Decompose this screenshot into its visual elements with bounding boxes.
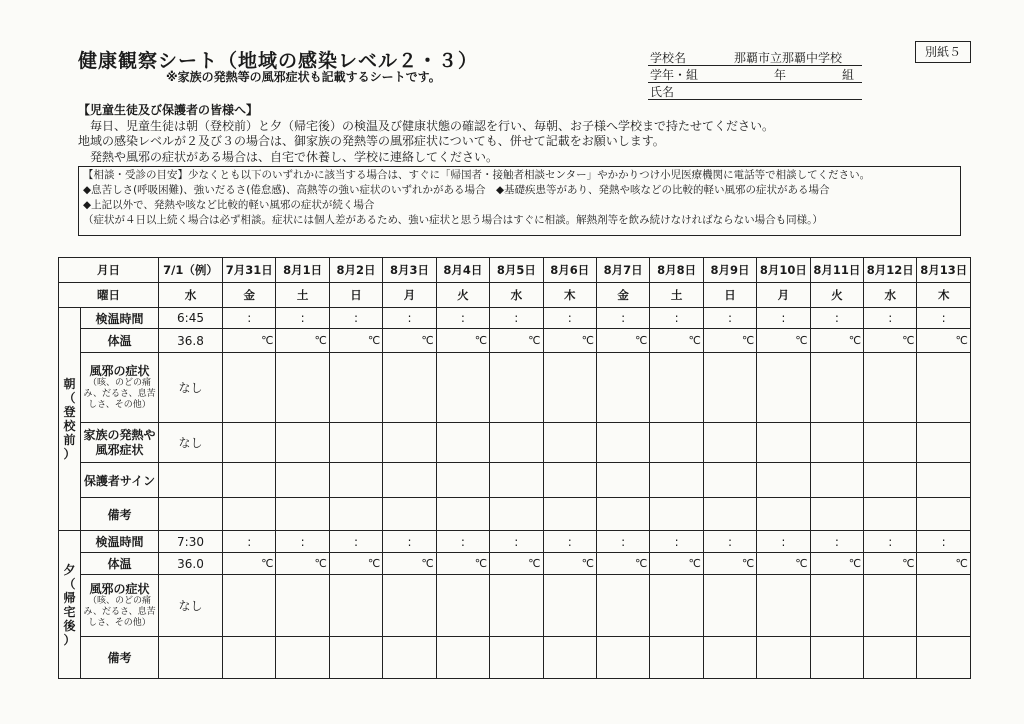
morning-time-cell[interactable]: :: [917, 308, 970, 329]
evening-time-cell[interactable]: :: [917, 531, 970, 553]
weekday-cell: 土: [650, 283, 703, 308]
consult-line: ◆息苦しさ(呼吸困難)、強いだるさ(倦怠感)、高熱等の強い症状のいずれかがある場合 ◆基礎疾患等があり、発熱や咳などの比較的軽い風邪の症状がある場合: [83, 184, 830, 196]
morning-symptom-cell[interactable]: [596, 353, 649, 423]
evening-time-cell[interactable]: :: [223, 531, 276, 553]
guardian-sign-cell: [159, 463, 223, 498]
weekday-label: 曜日: [59, 283, 159, 308]
morning-remarks-cell[interactable]: [596, 498, 649, 531]
guardian-sign-cell[interactable]: [810, 463, 863, 498]
name-label: 氏名: [650, 85, 675, 99]
weekday-cell: 月: [757, 283, 810, 308]
weekday-cell: 水: [864, 283, 917, 308]
morning-symptom-cell[interactable]: [490, 353, 543, 423]
evening-symptom-cell: なし: [159, 575, 223, 637]
evening-time-cell[interactable]: :: [864, 531, 917, 553]
evening-temp-cell: 36.0: [159, 553, 223, 575]
evening-temp-cell[interactable]: ℃: [490, 553, 543, 575]
evening-temp-cell[interactable]: ℃: [596, 553, 649, 575]
date-cell: 7/1（例）: [159, 258, 223, 283]
date-cell: 7月31日: [223, 258, 276, 283]
weekday-cell: 金: [223, 283, 276, 308]
morning-symptom-cell[interactable]: [329, 353, 382, 423]
section-char: ）: [63, 632, 76, 647]
evening-temp-row: [59, 553, 971, 575]
weekday-cell: 日: [703, 283, 756, 308]
morning-time-cell[interactable]: :: [650, 308, 703, 329]
morning-temp-cell[interactable]: ℃: [383, 329, 436, 353]
morning-temp-cell[interactable]: ℃: [917, 329, 970, 353]
morning-time-cell[interactable]: :: [436, 308, 489, 329]
morning-temp-cell: 36.8: [159, 329, 223, 353]
morning-symptom-cell[interactable]: [543, 353, 596, 423]
evening-time-cell[interactable]: :: [757, 531, 810, 553]
guardian-sign-cell[interactable]: [223, 463, 276, 498]
morning-family-cell[interactable]: [383, 423, 436, 463]
grade-row[interactable]: [648, 65, 862, 83]
section-char: 校: [63, 419, 76, 433]
weekday-cell: 土: [276, 283, 329, 308]
weekday-cell: 水: [490, 283, 543, 308]
morning-remarks-cell[interactable]: [383, 498, 436, 531]
intro-line: 地域の感染レベルが２及び３の場合は、御家族の発熱等の風邪症状についても、併せて記載をお願いします。: [78, 134, 665, 148]
date-cell: 8月1日: [276, 258, 329, 283]
evening-symptom-cell[interactable]: [596, 575, 649, 637]
morning-temp-cell[interactable]: ℃: [490, 329, 543, 353]
morning-temp-cell[interactable]: ℃: [329, 329, 382, 353]
morning-time-cell[interactable]: :: [223, 308, 276, 329]
guardian-sign-cell[interactable]: [703, 463, 756, 498]
morning-temp-cell[interactable]: ℃: [650, 329, 703, 353]
guardian-sign-cell[interactable]: [436, 463, 489, 498]
date-cell: 8月10日: [757, 258, 810, 283]
morning-temp-cell[interactable]: ℃: [543, 329, 596, 353]
guardian-label: 保護者サイン: [81, 463, 159, 498]
morning-time-cell: 6:45: [159, 308, 223, 329]
weekday-cell: 火: [810, 283, 863, 308]
morning-remarks-cell[interactable]: [917, 498, 970, 531]
morning-family-cell[interactable]: [543, 423, 596, 463]
evening-time-cell[interactable]: :: [490, 531, 543, 553]
morning-time-cell[interactable]: :: [864, 308, 917, 329]
morning-time-cell[interactable]: :: [703, 308, 756, 329]
symptom-note: （咳、のどの痛み、だるさ、息苦しさ、その他）: [83, 378, 156, 410]
temp-time-label: 検温時間: [81, 531, 159, 553]
guardian-sign-cell[interactable]: [757, 463, 810, 498]
morning-symptom-cell[interactable]: [917, 353, 970, 423]
section-char: 後: [63, 618, 76, 633]
date-cell: 8月3日: [383, 258, 436, 283]
guardian-sign-cell[interactable]: [490, 463, 543, 498]
evening-symptom-cell[interactable]: [329, 575, 382, 637]
morning-remarks-cell[interactable]: [276, 498, 329, 531]
morning-family-cell[interactable]: [703, 423, 756, 463]
evening-remarks-cell[interactable]: [436, 637, 489, 679]
date-cell: 8月8日: [650, 258, 703, 283]
temp-time-label: 検温時間: [81, 308, 159, 329]
morning-temp-cell[interactable]: ℃: [276, 329, 329, 353]
date-cell: 8月4日: [436, 258, 489, 283]
morning-symptom-cell[interactable]: [757, 353, 810, 423]
evening-symptom-row: [59, 575, 971, 637]
evening-time-row: [59, 531, 971, 553]
intro-line: 毎日、児童生徒は朝（登校前）と夕（帰宅後）の検温及び健康状態の確認を行い、毎朝、お子様へ学校まで持たせてください。: [78, 118, 775, 133]
date-cell: 8月5日: [490, 258, 543, 283]
guardian-sign-cell[interactable]: [329, 463, 382, 498]
morning-remarks-cell[interactable]: [490, 498, 543, 531]
evening-remarks-row: [59, 637, 971, 679]
morning-temp-cell[interactable]: ℃: [703, 329, 756, 353]
date-cell: 8月2日: [329, 258, 382, 283]
guardian-sign-cell[interactable]: [596, 463, 649, 498]
morning-family-cell[interactable]: [596, 423, 649, 463]
evening-symptom-cell[interactable]: [276, 575, 329, 637]
evening-remarks-cell[interactable]: [703, 637, 756, 679]
morning-symptom-cell[interactable]: [223, 353, 276, 423]
morning-symptom-row: [59, 353, 971, 423]
evening-temp-cell[interactable]: ℃: [329, 553, 382, 575]
date-cell: 8月12日: [864, 258, 917, 283]
date-label: 月日: [59, 258, 159, 283]
symptom-label: 風邪の症状: [89, 582, 150, 596]
evening-remarks-cell[interactable]: [329, 637, 382, 679]
evening-remarks-cell[interactable]: [276, 637, 329, 679]
evening-time-cell[interactable]: :: [596, 531, 649, 553]
school-row: [648, 48, 862, 66]
evening-symptom-cell[interactable]: [383, 575, 436, 637]
evening-time-cell[interactable]: :: [543, 531, 596, 553]
morning-family-cell[interactable]: [650, 423, 703, 463]
morning-symptom-cell[interactable]: [703, 353, 756, 423]
morning-time-cell[interactable]: :: [276, 308, 329, 329]
evening-time-cell[interactable]: :: [703, 531, 756, 553]
evening-remarks-cell[interactable]: [383, 637, 436, 679]
morning-symptom-cell[interactable]: [810, 353, 863, 423]
section-char: ）: [63, 447, 76, 461]
remarks-label: 備考: [81, 637, 159, 679]
evening-symptom-cell[interactable]: [864, 575, 917, 637]
evening-time-cell[interactable]: :: [383, 531, 436, 553]
evening-time-cell[interactable]: :: [276, 531, 329, 553]
school-value: 那覇市立那覇中学校: [734, 51, 843, 65]
guardian-sign-cell[interactable]: [650, 463, 703, 498]
guardian-sign-cell[interactable]: [543, 463, 596, 498]
morning-remarks-cell[interactable]: [810, 498, 863, 531]
evening-symptom-cell[interactable]: [650, 575, 703, 637]
morning-remarks-cell[interactable]: [436, 498, 489, 531]
morning-section-label: [59, 308, 81, 531]
grade-label: 学年・組: [650, 68, 699, 82]
morning-family-cell: なし: [159, 423, 223, 463]
morning-time-cell[interactable]: :: [329, 308, 382, 329]
weekday-cell: 火: [436, 283, 489, 308]
evening-temp-cell[interactable]: ℃: [276, 553, 329, 575]
weekday-cell: 木: [543, 283, 596, 308]
morning-time-cell[interactable]: :: [490, 308, 543, 329]
school-label: 学校名: [650, 51, 687, 65]
morning-remarks-cell[interactable]: [543, 498, 596, 531]
evening-symptom-cell[interactable]: [757, 575, 810, 637]
evening-time-cell: 7:30: [159, 531, 223, 553]
morning-temp-cell[interactable]: ℃: [596, 329, 649, 353]
date-row: [59, 258, 971, 283]
section-char: 帰: [63, 590, 76, 605]
intro-heading: 【児童生徒及び保護者の皆様へ】: [78, 103, 259, 117]
evening-time-cell[interactable]: :: [436, 531, 489, 553]
morning-remarks-cell: [159, 498, 223, 531]
evening-remarks-cell[interactable]: [864, 637, 917, 679]
consult-line: （症状が４日以上続く場合は必ず相談。症状には個人差があるため、強い症状と思う場合はすぐに相談。解熱剤等を飲み続けなければならない場合も同様。）: [83, 214, 823, 226]
morning-time-cell[interactable]: :: [757, 308, 810, 329]
section-char: 登: [63, 405, 76, 419]
weekday-cell: 木: [917, 283, 970, 308]
evening-temp-cell[interactable]: ℃: [436, 553, 489, 575]
evening-temp-cell[interactable]: ℃: [757, 553, 810, 575]
evening-symptom-cell[interactable]: [917, 575, 970, 637]
weekday-cell: 水: [159, 283, 223, 308]
section-char: 前: [63, 433, 76, 447]
evening-temp-cell[interactable]: ℃: [543, 553, 596, 575]
weekday-cell: 日: [329, 283, 382, 308]
guardian-sign-cell[interactable]: [864, 463, 917, 498]
sheet-subtitle: ※家族の発熱等の風邪症状も記載するシートです。: [166, 70, 441, 84]
attachment-badge: 別紙５: [915, 41, 971, 63]
morning-symptom-cell[interactable]: [650, 353, 703, 423]
sheet-title: 健康観察シート（地域の感染レベル２・３）: [78, 50, 479, 72]
symptom-note: （咳、のどの痛み、だるさ、息苦しさ、その他）: [83, 596, 156, 628]
morning-family-cell[interactable]: [223, 423, 276, 463]
class-unit: 組: [842, 68, 855, 82]
consult-line: ◆上記以外で、発熱や咳など比較的軽い風邪の症状が続く場合: [83, 199, 375, 211]
consult-line: 【相談・受診の目安】少なくとも以下のいずれかに該当する場合は、すぐに「帰国者・接触者相談センター」やかかりつけ小児医療機関に電話等で相談してください。: [83, 169, 871, 181]
morning-temp-cell[interactable]: ℃: [757, 329, 810, 353]
evening-temp-cell[interactable]: ℃: [917, 553, 970, 575]
symptom-label-cell: [81, 575, 159, 637]
weekday-cell: 月: [383, 283, 436, 308]
date-cell: 8月7日: [596, 258, 649, 283]
evening-symptom-cell[interactable]: [543, 575, 596, 637]
weekday-cell: 金: [596, 283, 649, 308]
evening-section-label: [59, 531, 81, 679]
evening-temp-cell[interactable]: ℃: [650, 553, 703, 575]
symptom-label: 風邪の症状: [89, 364, 150, 378]
temp-label: 体温: [81, 329, 159, 353]
morning-family-cell[interactable]: [810, 423, 863, 463]
evening-remarks-cell[interactable]: [917, 637, 970, 679]
morning-symptom-cell: なし: [159, 353, 223, 423]
evening-symptom-cell[interactable]: [436, 575, 489, 637]
evening-temp-cell[interactable]: ℃: [223, 553, 276, 575]
evening-temp-cell[interactable]: ℃: [810, 553, 863, 575]
evening-remarks-cell[interactable]: [543, 637, 596, 679]
intro-text: [78, 103, 774, 165]
morning-symptom-cell[interactable]: [864, 353, 917, 423]
evening-remarks-cell[interactable]: [757, 637, 810, 679]
morning-family-row: [59, 423, 971, 463]
evening-symptom-cell[interactable]: [223, 575, 276, 637]
date-cell: 8月9日: [703, 258, 756, 283]
morning-remarks-cell[interactable]: [757, 498, 810, 531]
family-label: 家族の発熱や風邪症状: [81, 423, 159, 463]
date-cell: 8月6日: [543, 258, 596, 283]
morning-time-cell[interactable]: :: [810, 308, 863, 329]
morning-remarks-cell[interactable]: [223, 498, 276, 531]
section-char: 夕: [63, 562, 76, 577]
morning-symptom-cell[interactable]: [383, 353, 436, 423]
evening-temp-cell[interactable]: ℃: [864, 553, 917, 575]
evening-time-cell[interactable]: :: [329, 531, 382, 553]
date-cell: 8月13日: [917, 258, 970, 283]
morning-time-row: [59, 308, 971, 329]
remarks-label: 備考: [81, 498, 159, 531]
morning-remarks-cell[interactable]: [864, 498, 917, 531]
guardian-sign-cell[interactable]: [383, 463, 436, 498]
morning-temp-cell[interactable]: ℃: [436, 329, 489, 353]
evening-remarks-cell[interactable]: [650, 637, 703, 679]
evening-temp-cell[interactable]: ℃: [703, 553, 756, 575]
morning-remarks-cell[interactable]: [329, 498, 382, 531]
morning-family-cell[interactable]: [436, 423, 489, 463]
evening-remarks-cell[interactable]: [490, 637, 543, 679]
evening-temp-cell[interactable]: ℃: [383, 553, 436, 575]
morning-time-cell[interactable]: :: [596, 308, 649, 329]
evening-time-cell[interactable]: :: [650, 531, 703, 553]
evening-symptom-cell[interactable]: [810, 575, 863, 637]
evening-remarks-cell[interactable]: [810, 637, 863, 679]
morning-temp-cell[interactable]: ℃: [864, 329, 917, 353]
guardian-sign-cell[interactable]: [917, 463, 970, 498]
guardian-sign-cell[interactable]: [276, 463, 329, 498]
morning-temp-cell[interactable]: ℃: [223, 329, 276, 353]
section-char: 朝: [63, 377, 76, 391]
morning-temp-row: [59, 329, 971, 353]
grade-unit: 年: [774, 68, 787, 82]
evening-remarks-cell: [159, 637, 223, 679]
morning-time-cell[interactable]: :: [383, 308, 436, 329]
guardian-row: [59, 463, 971, 498]
morning-family-cell[interactable]: [276, 423, 329, 463]
name-row[interactable]: [648, 82, 862, 100]
evening-symptom-cell[interactable]: [703, 575, 756, 637]
consult-guidelines-box: [78, 166, 961, 236]
morning-symptom-cell[interactable]: [276, 353, 329, 423]
weekday-row: [59, 283, 971, 308]
morning-remarks-cell[interactable]: [650, 498, 703, 531]
morning-remarks-row: [59, 498, 971, 531]
section-char: （: [63, 391, 76, 405]
symptom-label-cell: [81, 353, 159, 423]
morning-symptom-cell[interactable]: [436, 353, 489, 423]
morning-family-cell[interactable]: [757, 423, 810, 463]
section-char: 宅: [63, 604, 76, 619]
morning-family-cell[interactable]: [329, 423, 382, 463]
morning-family-cell[interactable]: [917, 423, 970, 463]
date-cell: 8月11日: [810, 258, 863, 283]
morning-family-cell[interactable]: [490, 423, 543, 463]
morning-time-cell[interactable]: :: [543, 308, 596, 329]
evening-remarks-cell[interactable]: [223, 637, 276, 679]
section-char: （: [63, 576, 76, 591]
intro-line: 発熱や風邪の症状がある場合は、自宅で休養し、学校に連絡してください。: [78, 149, 499, 164]
evening-time-cell[interactable]: :: [810, 531, 863, 553]
morning-family-cell[interactable]: [864, 423, 917, 463]
evening-remarks-cell[interactable]: [596, 637, 649, 679]
evening-symptom-cell[interactable]: [490, 575, 543, 637]
temp-label: 体温: [81, 553, 159, 575]
morning-temp-cell[interactable]: ℃: [810, 329, 863, 353]
health-observation-table: [58, 257, 971, 679]
morning-remarks-cell[interactable]: [703, 498, 756, 531]
